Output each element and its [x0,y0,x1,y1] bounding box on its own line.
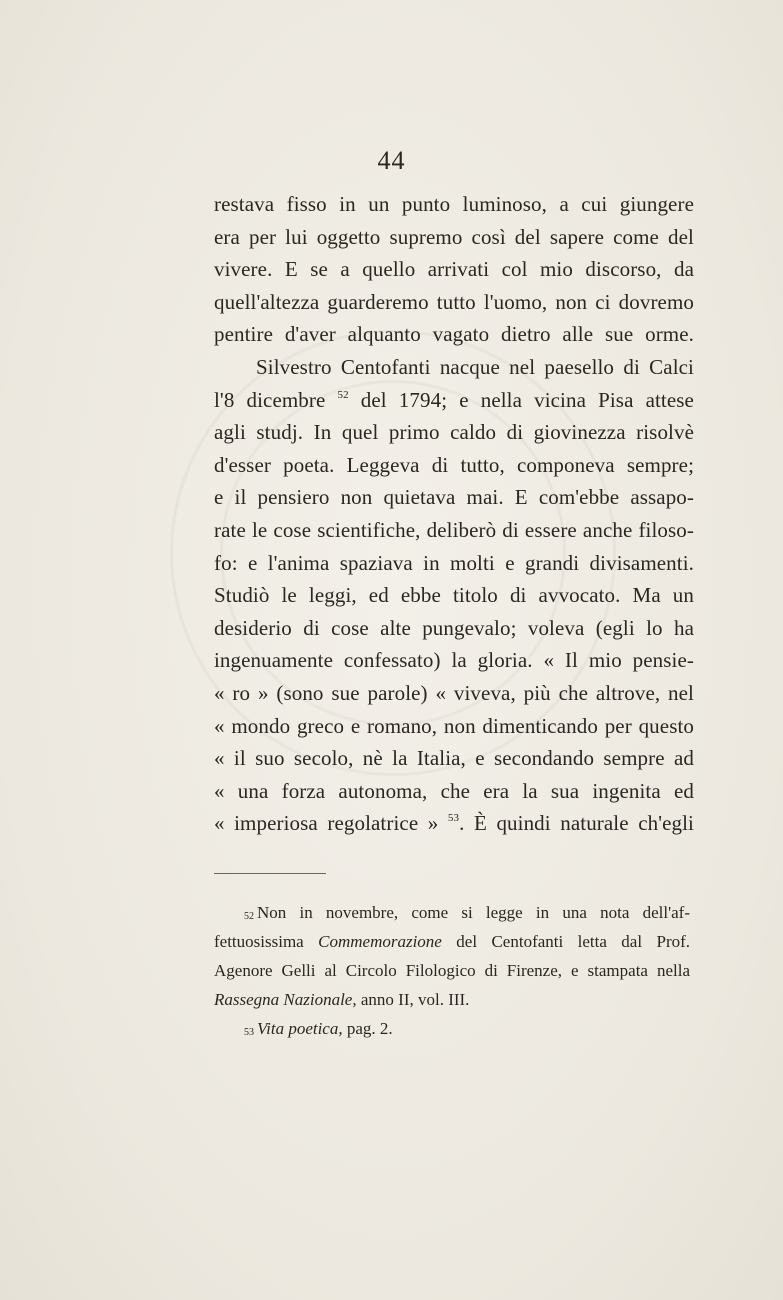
text-line: ingenuamente confessato) la gloria. « Il mio pensie- [214,648,694,673]
footnote-title: Rassegna Nazionale, [214,990,357,1009]
text-line: pentire d'aver alquanto vagato dietro alle sue orme. [214,322,694,347]
footnote-52-line [214,927,690,956]
text-line: « mondo greco e romano, non dimenticando per questo [214,713,694,738]
text-line: restava fisso in un punto luminoso, a cui giungere [214,192,694,216]
footnote-mark: 53 [244,1027,254,1038]
footnote-52-line: Agenore Gelli al Circolo Filologico di Firenze, e stampata nella [214,961,690,980]
body-text [214,188,694,840]
page-number: 44 [377,146,406,175]
text-line: era per lui oggetto supremo così del sapere come del [214,224,694,249]
footnote-reference-52[interactable]: 52 [337,388,349,401]
text-line-with-note [214,807,694,840]
text-fragment: del 1794; e nella vicina Pisa attese [360,387,694,412]
text-fragment: l'8 dicembre [214,387,326,412]
paragraph-start-line: Silvestro Centofanti nacque nel paesello di Calci [256,354,694,379]
text-line: « ro » (sono sue parole) « viveva, più che altrove, nel [214,680,694,705]
footnote-separator [214,873,326,874]
text-line: fo: e l'anima spaziava in molti e grandi divisamenti. [214,550,694,575]
text-line: vivere. E se a quello arrivati col mio discorso, da [214,257,694,282]
footnote-title: Vita poetica, [257,1019,343,1038]
text-line: agli studj. In quel primo caldo di giovinezza risolvè [214,420,694,445]
footnote-reference-53[interactable]: 53 [447,812,460,825]
footnote-text: del Centofanti letta dal Prof. [456,932,690,951]
text-line-with-note [214,384,694,417]
footnote-mark: 52 [244,911,254,922]
footnote-52 [214,898,690,927]
text-line: desiderio di cose alte pungevalo; voleva (egli lo ha [214,615,694,640]
text-fragment: « imperiosa regolatrice » [214,811,439,836]
footnote-text: Non in novembre, come si legge in una nota dell'af- [257,903,690,922]
text-line: « il suo secolo, nè la Italia, e secondando sempre ad [214,746,694,771]
footnote-52-line [214,985,690,1014]
footnote-text: anno II, vol. III. [360,990,470,1009]
text-line: quell'altezza guarderemo tutto l'uomo, non ci dovremo [214,289,694,314]
text-line: d'esser poeta. Leggeva di tutto, componeva sempre; [214,452,694,477]
footnote-title: Commemorazione [318,932,442,951]
text-line: e il pensiero non quietava mai. E com'ebbe assapo- [214,485,694,510]
text-line: Studiò le leggi, ed ebbe titolo di avvocato. Ma un [214,583,694,608]
footnote-53 [214,1014,690,1043]
footnote-text: pag. 2. [346,1019,393,1038]
text-fragment: . È quindi naturale ch'egli [459,811,694,836]
footnote-text: fettuosissima [214,932,304,951]
text-line: rate le cose scientifiche, deliberò di essere anche filoso- [214,517,694,542]
text-line: « una forza autonoma, che era la sua ingenita ed [214,778,694,803]
footnotes [214,898,690,1043]
